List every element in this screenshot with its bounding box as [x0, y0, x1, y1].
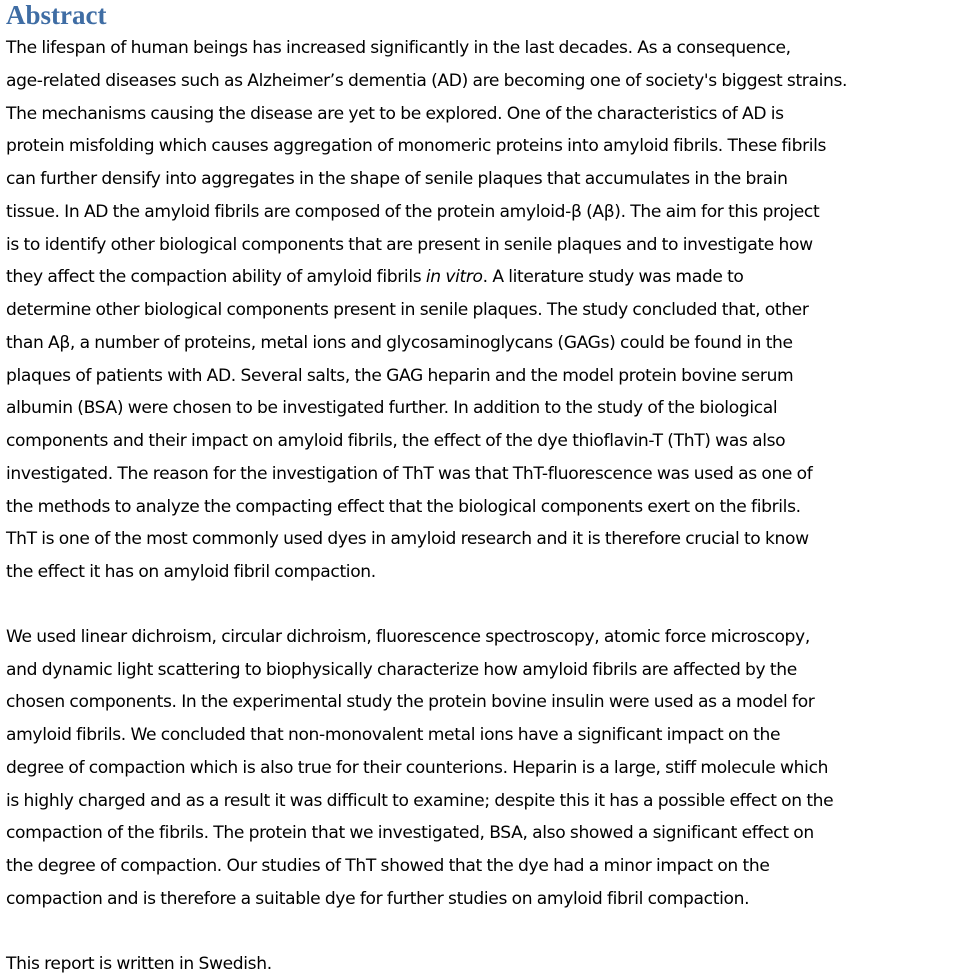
text-line: The lifespan of human beings has increased significantly in the last decades. As a consequence, — [6, 32, 956, 65]
text-line: This report is written in Swedish. — [6, 948, 956, 980]
text-line: determine other biological components present in senile plaques. The study concluded that, other — [6, 294, 956, 327]
text-run: they affect the compaction ability of amyloid fibrils — [6, 267, 426, 287]
text-line: degree of compaction which is also true for their counterions. Heparin is a large, stiff molecule which — [6, 752, 956, 785]
abstract-paragraph-2 — [6, 621, 956, 916]
text-line: investigated. The reason for the investigation of ThT was that ThT-fluorescence was used as one of — [6, 458, 956, 491]
paragraph-spacer — [6, 589, 956, 621]
paragraph-spacer — [6, 916, 956, 948]
text-line: and dynamic light scattering to biophysically characterize how amyloid fibrils are affected by the — [6, 654, 956, 687]
text-line: can further densify into aggregates in the shape of senile plaques that accumulates in the brain — [6, 163, 956, 196]
italic-term: in vitro — [426, 267, 483, 287]
text-line: than Aβ, a number of proteins, metal ions and glycosaminoglycans (GAGs) could be found in the — [6, 327, 956, 360]
text-line: age-related diseases such as Alzheimer’s dementia (AD) are becoming one of society's biggest strains. — [6, 65, 956, 98]
text-line: chosen components. In the experimental study the protein bovine insulin were used as a model for — [6, 686, 956, 719]
section-heading: Abstract — [6, 0, 956, 32]
text-line: The mechanisms causing the disease are yet to be explored. One of the characteristics of AD is — [6, 98, 956, 131]
text-line: protein misfolding which causes aggregation of monomeric proteins into amyloid fibrils. These fibrils — [6, 130, 956, 163]
text-line: amyloid fibrils. We concluded that non-monovalent metal ions have a significant impact on the — [6, 719, 956, 752]
text-line: compaction of the fibrils. The protein that we investigated, BSA, also showed a significant effect on — [6, 817, 956, 850]
abstract-page — [6, 0, 956, 980]
text-line: tissue. In AD the amyloid fibrils are composed of the protein amyloid-β (Aβ). The aim for this project — [6, 196, 956, 229]
text-line: albumin (BSA) were chosen to be investigated further. In addition to the study of the biological — [6, 392, 956, 425]
abstract-paragraph-1 — [6, 32, 956, 589]
text-line: the degree of compaction. Our studies of ThT showed that the dye had a minor impact on the — [6, 850, 956, 883]
text-line: We used linear dichroism, circular dichroism, fluorescence spectroscopy, atomic force microscopy, — [6, 621, 956, 654]
text-line: ThT is one of the most commonly used dyes in amyloid research and it is therefore crucial to know — [6, 523, 956, 556]
text-line — [6, 261, 956, 294]
text-line: is to identify other biological components that are present in senile plaques and to investigate how — [6, 229, 956, 262]
text-line: plaques of patients with AD. Several salts, the GAG heparin and the model protein bovine serum — [6, 360, 956, 393]
text-line: is highly charged and as a result it was difficult to examine; despite this it has a possible effect on the — [6, 785, 956, 818]
text-line: compaction and is therefore a suitable dye for further studies on amyloid fibril compaction. — [6, 883, 956, 916]
text-line: the methods to analyze the compacting effect that the biological components exert on the fibrils. — [6, 491, 956, 524]
text-run: . A literature study was made to — [483, 267, 744, 287]
text-line: components and their impact on amyloid fibrils, the effect of the dye thioflavin-T (ThT) was also — [6, 425, 956, 458]
text-line: the effect it has on amyloid fibril compaction. — [6, 556, 956, 589]
